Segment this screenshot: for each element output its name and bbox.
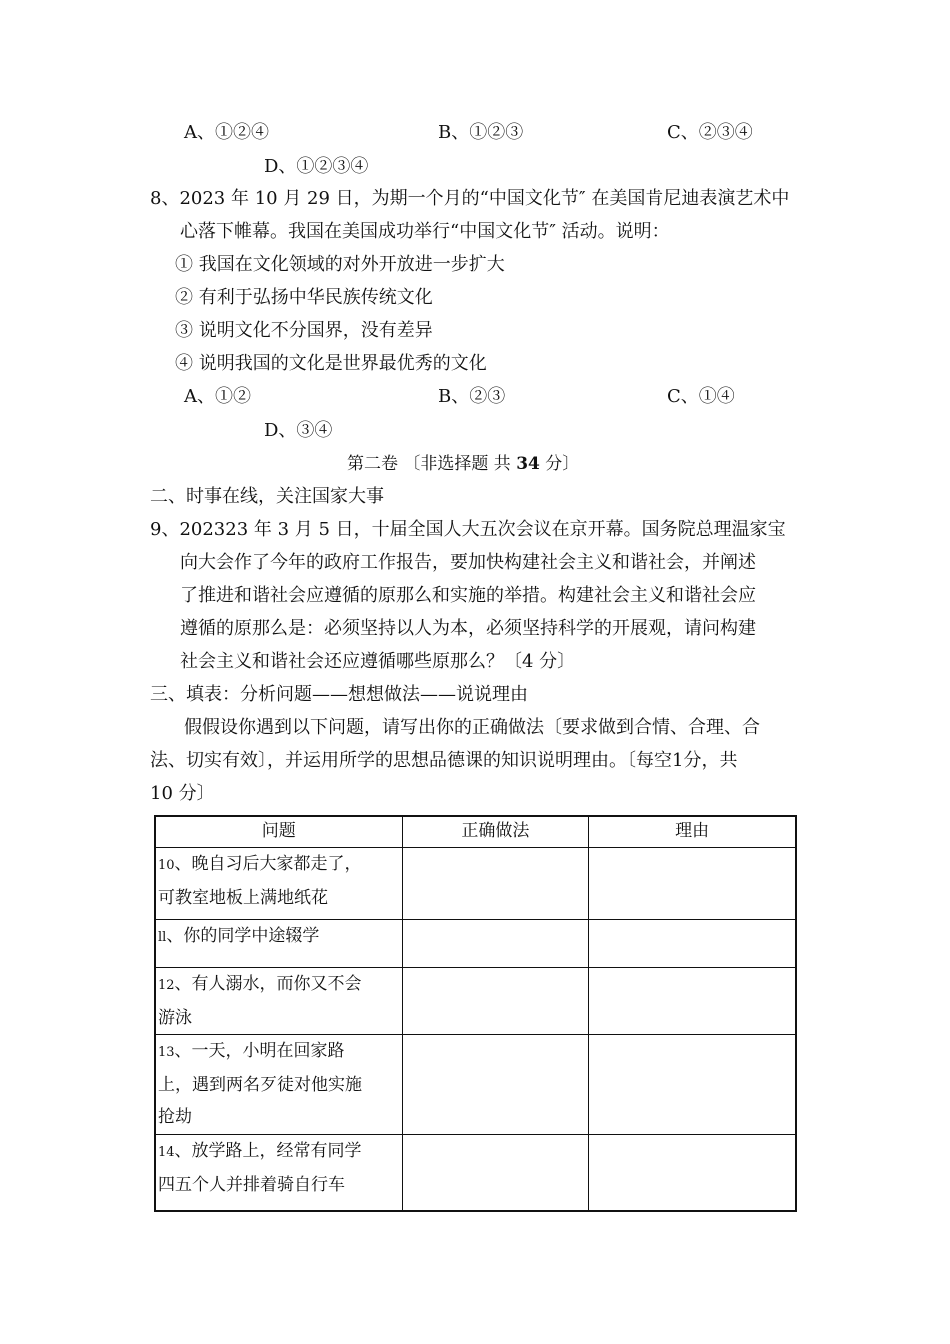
answer-table	[154, 815, 797, 1212]
q8-option-a: A、①②	[184, 386, 251, 407]
answer-cell-reason[interactable]	[589, 920, 796, 968]
q9-line3: 了推进和谐社会应遵循的原那么和实施的举措。构建社会主义和谐社会应	[180, 585, 756, 606]
q8-stem-line1: 8、2023 年 10 月 29 日，为期一个月的“中国文化节″ 在美国肯尼迪表演艺术中	[150, 188, 790, 209]
problem-cell	[155, 848, 402, 920]
q8-item-1: ① 我国在文化领域的对外开放进一步扩大	[175, 254, 505, 275]
q9-line5: 社会主义和谐社会还应遵循哪些原那么？〔4 分〕	[180, 651, 576, 672]
table-row	[155, 968, 796, 1035]
q9-line1: 9、202323 年 3 月 5 日，十届全国人大五次会议在京开幕。国务院总理温家宝	[150, 519, 786, 540]
problem-text-line2: 上，遇到两名歹徒对他实施	[158, 1075, 362, 1095]
answer-cell-action[interactable]	[402, 848, 589, 920]
problem-number: 12	[158, 978, 175, 993]
problem-text-line1: 、你的同学中途辍学	[166, 926, 320, 946]
section3-intro-line3: 10 分〕	[150, 783, 215, 804]
problem-cell	[155, 1035, 402, 1135]
answer-cell-action[interactable]	[402, 1035, 589, 1135]
problem-text-line1: 、放学路上，经常有同学	[174, 1141, 362, 1161]
q7-option-b: B、①②③	[438, 122, 524, 143]
problem-text-line1: 、有人溺水，而你又不会	[174, 974, 362, 994]
q8-option-b: B、②③	[438, 386, 506, 407]
answer-cell-action[interactable]	[402, 920, 589, 968]
q8-option-c: C、①④	[667, 386, 735, 407]
table-row	[155, 1035, 796, 1135]
table-header-row	[155, 816, 796, 848]
q8-stem-line2: 心落下帷幕。我国在美国成功举行“中国文化节″ 活动。说明：	[180, 221, 670, 242]
part2-title	[347, 452, 579, 476]
problem-cell	[155, 920, 402, 968]
q7-option-a: A、①②④	[184, 122, 269, 143]
problem-number: 14	[158, 1145, 175, 1160]
q8-item-2: ② 有利于弘扬中华民族传统文化	[175, 287, 433, 308]
header-correct-action: 正确做法	[402, 816, 589, 848]
part2-score: 34	[516, 454, 540, 474]
answer-cell-action[interactable]	[402, 1135, 589, 1211]
problem-text-line2: 游泳	[158, 1008, 192, 1028]
section3-heading: 三、填表：分析问题——想想做法——说说理由	[150, 684, 528, 705]
table-row	[155, 848, 796, 920]
answer-cell-action[interactable]	[402, 968, 589, 1035]
header-reason: 理由	[589, 816, 796, 848]
part2-title-prefix: 第二卷 〔非选择题 共	[347, 454, 517, 474]
section3-intro-line2: 法、切实有效〕，并运用所学的思想品德课的知识说明理由。〔每空1分，共	[150, 750, 738, 771]
answer-cell-reason[interactable]	[589, 1035, 796, 1135]
problem-text-line2: 四五个人并排着骑自行车	[158, 1175, 345, 1195]
problem-cell	[155, 968, 402, 1035]
part2-title-suffix: 分〕	[539, 454, 580, 474]
answer-cell-reason[interactable]	[589, 968, 796, 1035]
problem-text-line3: 抢劫	[158, 1107, 192, 1127]
q8-item-3: ③ 说明文化不分国界，没有差异	[175, 320, 433, 341]
header-problem: 问题	[155, 816, 402, 848]
problem-number: 10	[158, 858, 175, 873]
q9-line2: 向大会作了今年的政府工作报告，要加快构建社会主义和谐社会，并阐述	[180, 552, 756, 573]
problem-number: 13	[158, 1045, 175, 1060]
q7-option-c: C、②③④	[667, 122, 753, 143]
problem-text-line1: 、一天，小明在回家路	[174, 1041, 345, 1061]
section2-heading: 二、时事在线，关注国家大事	[150, 486, 384, 507]
answer-cell-reason[interactable]	[589, 1135, 796, 1211]
q8-item-4: ④ 说明我国的文化是世界最优秀的文化	[175, 353, 487, 374]
problem-text-line1: 、晚自习后大家都走了，	[174, 854, 362, 874]
section3-intro-line1: 假假设你遇到以下问题，请写出你的正确做法〔要求做到合情、合理、合	[184, 717, 760, 738]
q9-line4: 遵循的原那么是：必须坚持以人为本，必须坚持科学的开展观，请问构建	[180, 618, 756, 639]
problem-text-line2: 可教室地板上满地纸花	[158, 888, 328, 908]
problem-number: ll	[158, 930, 167, 945]
table-row	[155, 920, 796, 968]
q8-option-d: D、③④	[264, 420, 333, 441]
table-row	[155, 1135, 796, 1211]
q7-option-d: D、①②③④	[264, 156, 369, 177]
answer-cell-reason[interactable]	[589, 848, 796, 920]
problem-cell	[155, 1135, 402, 1211]
